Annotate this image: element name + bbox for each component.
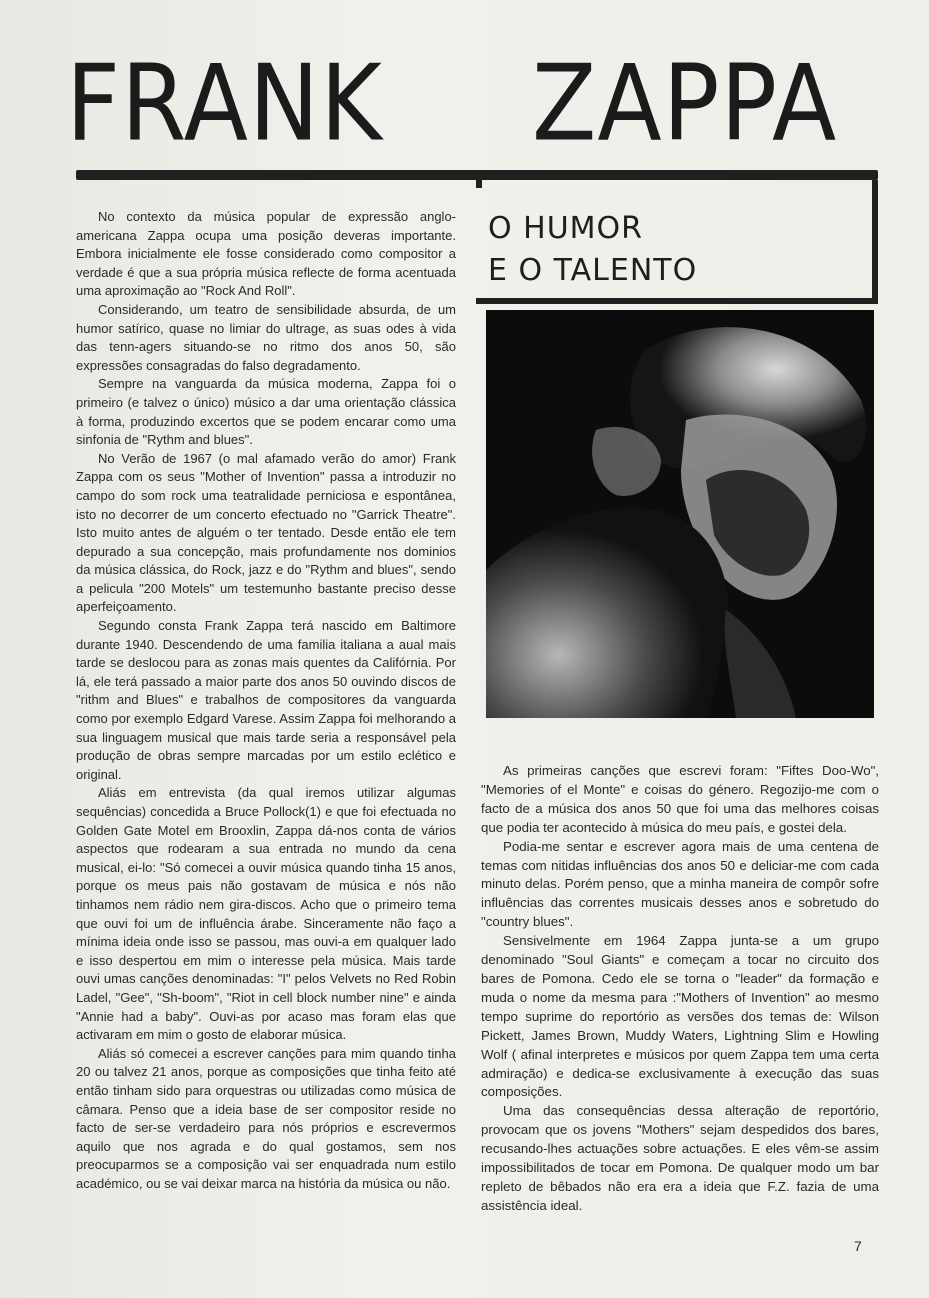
paragraph: Sensivelmente em 1964 Zappa junta-se a um grupo denominado "Soul Giants" e começam a tocar no circuito dos bares de Pomona. Cedo ele se torna o "leader" da formação e muda o nome da mesma para :"Mothers of Invention" ao mesmo tempo suprime do reportório as versões dos temas de: Wilson Pickett, James Brown, Muddy Waters, Lightning Slim e Howling Wolf ( afinal interpretes e músicos por quem Zappa tem uma certa admiração) e dedica-se exclusivamente à execução das suas composições. [481, 933, 879, 1100]
paragraph: As primeiras canções que escrevi foram: "Fiftes Doo-Wo", "Memories of el Monte" e coisas do género. Regozijo-me com o facto de a música dos anos 50 que foi uma das melhores coisas que podia ter acontecido à música do meu país, e gostei dela. [481, 763, 879, 835]
subtitle-line-1: O HUMOR [488, 211, 644, 246]
paragraph: Segundo consta Frank Zappa terá nascido em Baltimore durante 1940. Descendendo de uma familia italiana a aual mais tarde se deslocou para as zonas mais quentes da Califórnia. Por lá, ele terá passado a maior parte dos anos 50 ouvindo discos de "rithm and Blues" e trabalhos de compositores da vanguarda como por exemplo Edgard Varese. Assim Zappa foi melhorando a sua linguagem musical que mais tarde seria a responsável pela produção de obras sempre marcadas por um estilo eclético e original. [76, 618, 456, 782]
title-word-zappa: ZAPPA [532, 43, 838, 166]
right-column-text [481, 762, 879, 1216]
left-column-text [76, 208, 456, 1193]
paragraph: Aliás em entrevista (da qual iremos utilizar algumas sequências) concedida a Bruce Pollock(1) e que foi efectuada no Golden Gate Motel em Brooxlin, Zappa dá-nos conta de vários aspectos que rodearam a sua entrada no mundo da cena musical, ei-lo: "Só comecei a ouvir música quando tinha 15 anos, porque os meus pais não gostavam de música e nós não tinhamos nem rádio nem gira-discos. Acho que o primeiro tema que ouvi foi um de influência árabe. Sinceramente não faço a mínima ideia onde isso se passou, mas ouvi-a em qualquer lado e isso despertou em mim o interesse pela música. Mais tarde ouvi umas canções denominadas: "I" pelos Velvets no Red Robin Ladel, "Gee", "Sh-boom", "Riot in cell block number nine" e ainda "Annie had a baby". Ouvi-as por acaso mas foram elas que activaram em mim o gosto de elaborar música. [76, 785, 456, 1043]
paragraph: Sempre na vanguarda da música moderna, Zappa foi o primeiro (e talvez o único) músico a dar uma orientação clássica à forma, produzindo excertos que se podem encarar como uma sinfonia de "Rythm and blues". [76, 376, 456, 448]
paragraph: Podia-me sentar e escrever agora mais de uma centena de temas com nitidas influências dos anos 50 e deliciar-me com cada minuto delas. Porém penso, que a minha maneira de compôr sofre influências das correntes musicais desses anos e sobretudo do "country blues". [481, 838, 879, 930]
paragraph: No Verão de 1967 (o mal afamado verão do amor) Frank Zappa com os seus "Mother of Invention" passa a introduzir no campo do som rock uma teatralidade perniciosa e espontânea, isto no decorrer de um concerto efectuado no "Garrick Theatre". Isto muito antes de alguém o ter tentado. Desde então ele tem depurado a sua concepção, mais profundamente nos dominios da música clássica, do Rock, jazz e do "Rythm and blues", sendo a pelicula "200 Motels" um testemunho bastante preciso desse aperfeiçoamento. [76, 450, 456, 615]
paragraph: No contexto da música popular de expressão anglo-americana Zappa ocupa uma posição deveras importante. Embora inicialmente ele fosse considerado como compositor a verdade é que a sua própria música reflecte de forma acentuada uma aproximação ao "Rock And Roll". [76, 209, 456, 299]
paragraph: Considerando, um teatro de sensibilidade absurda, de um humor satírico, quase no limiar do ultrage, as suas odes à vida das tenn-agers situando-se no ritmo dos anos 50, são expressões consagradas do falso degradamento. [76, 301, 456, 373]
paragraph: Aliás só comecei a escrever canções para mim quando tinha 20 ou talvez 21 anos, porque as composições que tinha feito até então tinham sido para orquestras ou utilizadas como música de câmara. Penso que a ideia base de ser compositor reside no facto de ser-se verdadeiro para nós próprios e escrevermos aquilo que nos agrada e do qual gostamos, sem nos preocuparmos se a composição vai ser enquadrada num estilo académico, ou se vai deixar marca na história da música ou não. [76, 1045, 456, 1191]
subtitle [488, 208, 697, 292]
page-number: 7 [854, 1238, 862, 1254]
subtitle-line-2: E O TALENTO [488, 253, 698, 288]
portrait-photo-icon [486, 310, 874, 718]
title-rule [76, 170, 878, 180]
title-word-frank: FRANK [66, 43, 383, 166]
paragraph: Uma das consequências dessa alteração de reportório, provocam que os jovens "Mothers" sejam despedidos dos bares, recusando-lhes actuações sobre actuações. E eles vêm-se assim impossibilitados de tocar em Pomona. De qualquer modo um bar repleto de bêbados não era era a ideia que F.Z. fazia de uma assistência ideal. [481, 1103, 879, 1213]
